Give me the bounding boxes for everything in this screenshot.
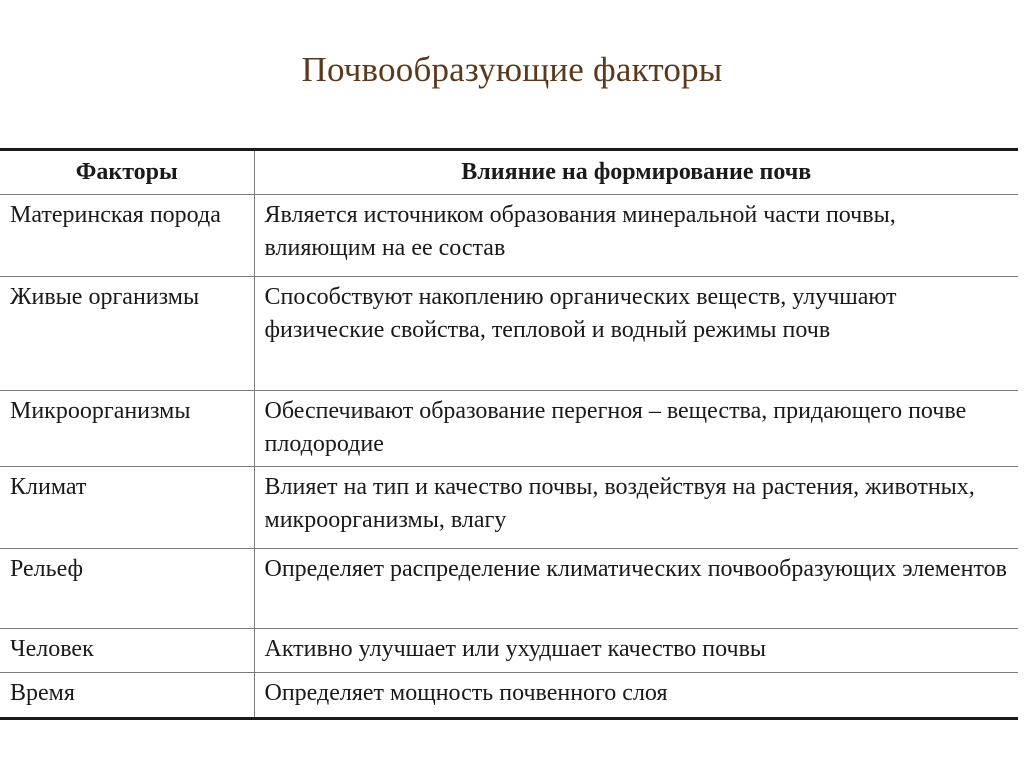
factor-cell: Климат: [0, 467, 254, 549]
table-row: [0, 673, 1018, 719]
factor-cell: Время: [0, 673, 254, 719]
influence-cell: Активно улучшает или ухудшает качество почвы: [254, 629, 1018, 673]
influence-cell: Определяет распределение климатических почвообразующих элементов: [254, 549, 1018, 629]
factor-cell: Живые организмы: [0, 277, 254, 391]
table-row: [0, 195, 1018, 277]
factor-cell: Материнская порода: [0, 195, 254, 277]
slide-title: Почвообразующие факторы: [301, 50, 723, 89]
factors-table: [0, 148, 1018, 720]
factor-cell: Человек: [0, 629, 254, 673]
table-row: [0, 629, 1018, 673]
influence-cell: Влияет на тип и качество почвы, воздействуя на растения, животных, микроорганизмы, влагу: [254, 467, 1018, 549]
influence-cell: Является источником образования минеральной части почвы, влияющим на ее состав: [254, 195, 1018, 277]
table-row: [0, 277, 1018, 391]
column-header-influence: Влияние на формирование почв: [254, 150, 1018, 195]
table-header-row: [0, 150, 1018, 195]
influence-cell: Способствуют накоплению органических веществ, улучшают физические свойства, тепловой и водный режимы почв: [254, 277, 1018, 391]
table-row: [0, 549, 1018, 629]
factor-cell: Рельеф: [0, 549, 254, 629]
table-row: [0, 391, 1018, 467]
column-header-factors: Факторы: [0, 150, 254, 195]
influence-cell: Обеспечивают образование перегноя – вещества, придающего почве плодородие: [254, 391, 1018, 467]
table-row: [0, 467, 1018, 549]
factor-cell: Микроорганизмы: [0, 391, 254, 467]
influence-cell: Определяет мощность почвенного слоя: [254, 673, 1018, 719]
